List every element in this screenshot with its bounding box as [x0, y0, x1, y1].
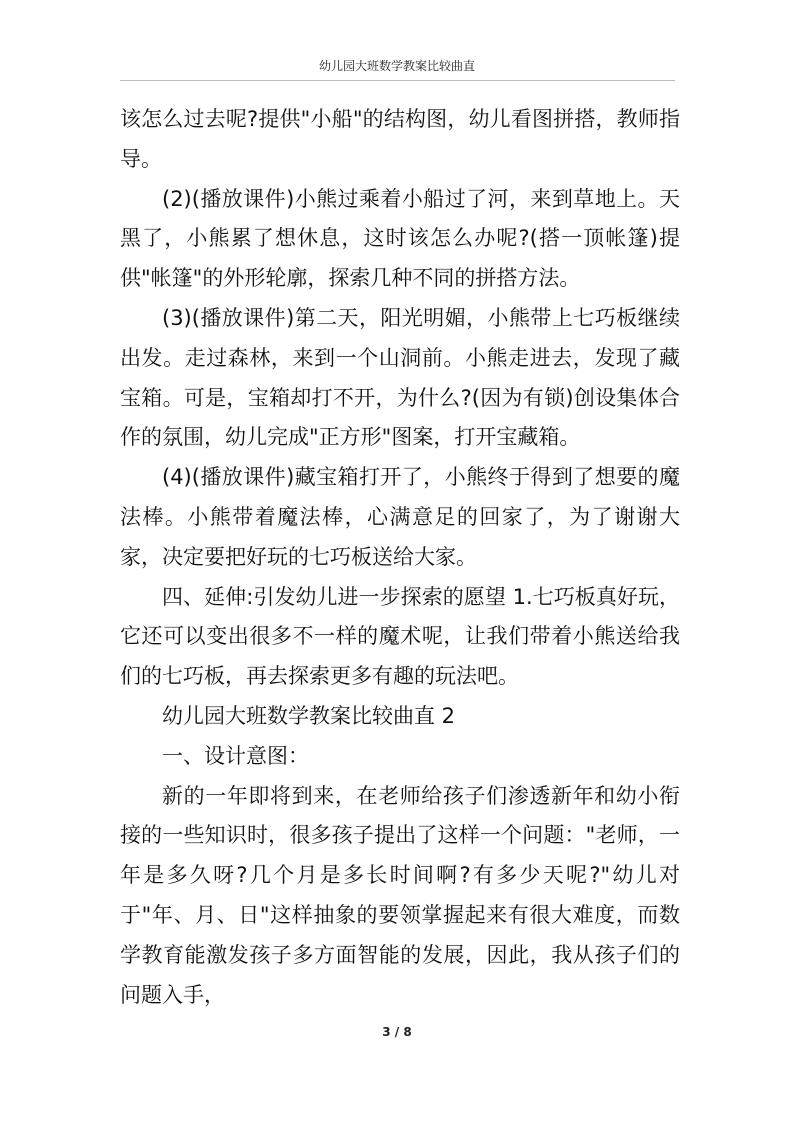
paragraph-step-3: (3)(播放课件)第二天，阳光明媚，小熊带上七巧板继续出发。走过森林，来到一个山洞前。小熊走进去，发现了藏宝箱。可是，宝箱却打不开，为什么?(因为有锁)创设集体合作的氛围，幼儿完成"正方形"图案，打开宝藏箱。	[120, 305, 680, 450]
page-header: 幼儿园大班数学教案比较曲直	[318, 59, 475, 73]
paragraph-step-4: (4)(播放课件)藏宝箱打开了，小熊终于得到了想要的魔法棒。小熊带着魔法棒，心满意足的回家了，为了谢谢大家，决定要把好玩的七巧板送给大家。	[120, 465, 680, 569]
section-heading: 幼儿园大班数学教案比较曲直 2	[162, 703, 456, 728]
document-body	[120, 100, 680, 1015]
paragraph-extension: 四、延伸:引发幼儿进一步探索的愿望 1.七巧板真好玩，它还可以变出很多不一样的魔术呢，让我们带着小熊送给我们的七巧板，再去探索更多有趣的玩法吧。	[120, 584, 680, 689]
header-divider	[120, 80, 675, 81]
page-number: 3 / 8	[382, 1025, 412, 1039]
paragraph-design-intent: 新的一年即将到来，在老师给孩子们渗透新年和幼小衔接的一些知识时，很多孩子提出了这样一个问题："老师，一年是多久呀?几个月是多长时间啊?有多少天呢?"幼儿对于"年、月、日"这样抽象的要领掌握起来有很大难度，而数学教育能激发孩子多方面智能的发展，因此，我从孩子们的问题入手，	[120, 783, 680, 1007]
paragraph-step-2: (2)(播放课件)小熊过乘着小船过了河，来到草地上。天黑了，小熊累了想休息，这时该怎么办呢?(搭一顶帐篷)提供"帐篷"的外形轮廓，探索几种不同的拼搭方法。	[120, 186, 680, 291]
subsection-heading: 一、设计意图：	[162, 743, 309, 768]
paragraph-continuation: 该怎么过去呢?提供"小船"的结构图，幼儿看图拼搭，教师指导。	[120, 107, 680, 171]
